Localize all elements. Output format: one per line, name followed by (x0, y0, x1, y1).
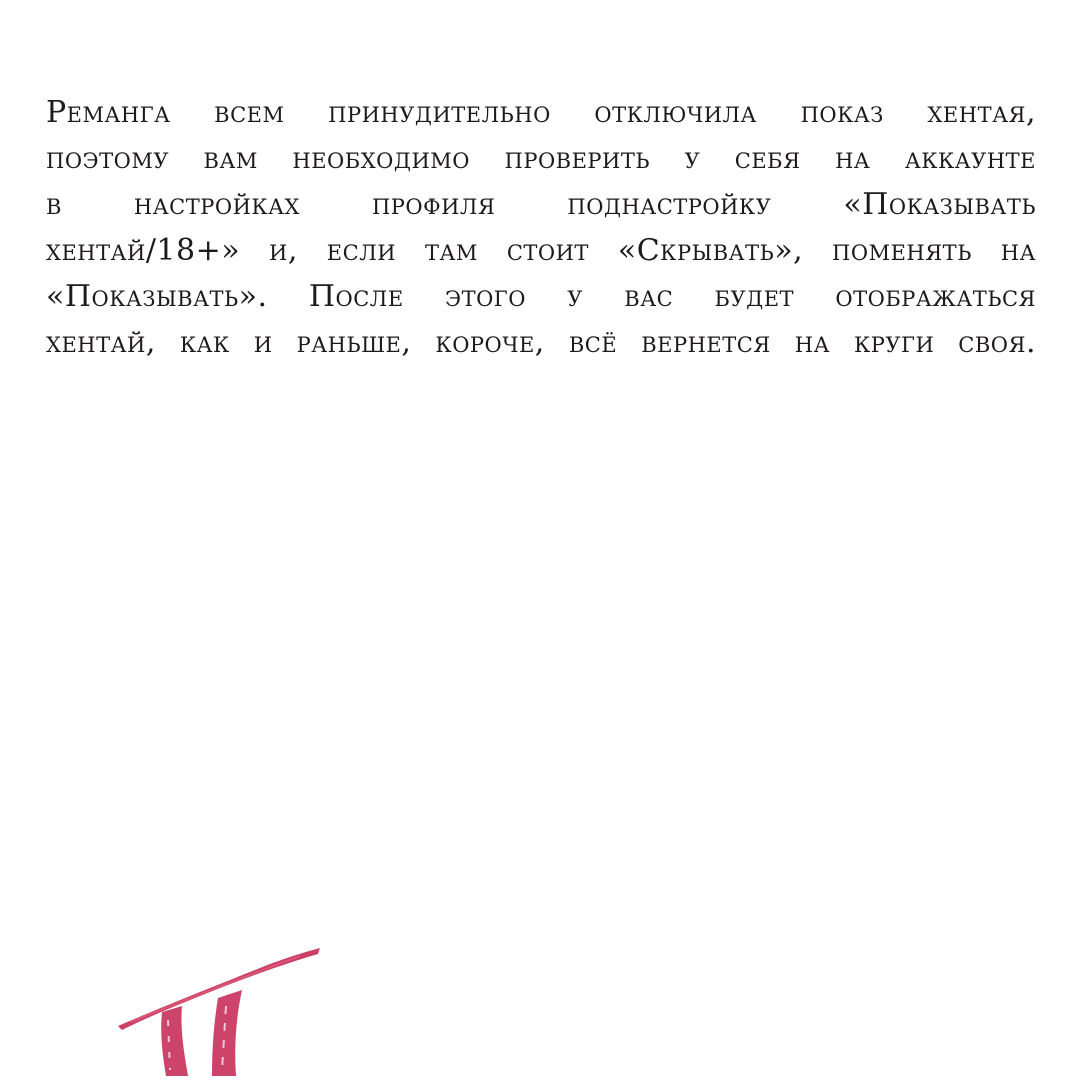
brush-stroke-logo-icon (110, 940, 330, 1076)
announcement-line-1: Реманга всем принудительно отключила показ хентая, (46, 95, 1036, 130)
announcement-line-4: хентай/18+» и, если там стоит «Скрывать», поменять на (46, 233, 1036, 268)
announcement-text (46, 90, 1036, 366)
announcement-line-2: поэтому вам необходимо проверить у себя на аккаунте (46, 141, 1036, 176)
announcement-line-6: хентай, как и раньше, короче, всё вернется на круги своя. (46, 325, 1036, 360)
announcement-line-5: «Показывать». После этого у вас будет отображаться (46, 279, 1036, 314)
announcement-line-3: в настройках профиля поднастройку «Показывать (46, 187, 1036, 222)
